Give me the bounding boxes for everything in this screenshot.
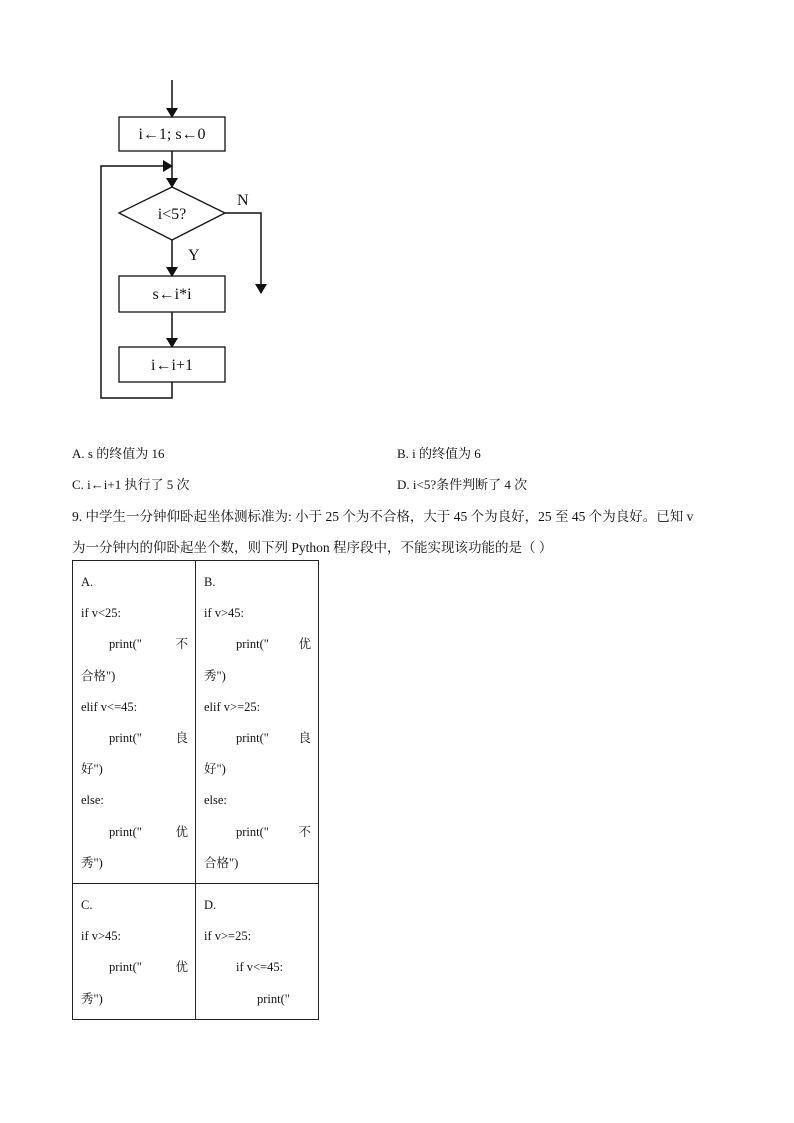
code-c-line <box>81 952 188 983</box>
code-b-print: print(" <box>236 730 269 745</box>
step2-text: i←i+1 <box>151 357 193 374</box>
code-cell-c <box>73 884 196 1020</box>
yes-label: Y <box>188 247 200 264</box>
code-a-print-arg: 不 <box>175 637 188 652</box>
code-cell-d <box>196 884 319 1020</box>
code-b-print: print(" <box>236 824 269 839</box>
code-c-line: 秀") <box>81 991 103 1006</box>
code-b-line: if v>45: <box>204 606 245 621</box>
code-c-print: print(" <box>109 960 142 975</box>
code-options-table <box>72 560 319 1020</box>
step1-text: s←i*i <box>152 286 192 303</box>
code-a-line: 好") <box>81 762 103 777</box>
option-c: C. i←i+1 执行了 5 次 <box>72 477 190 492</box>
code-a-line <box>81 817 188 848</box>
code-d-line: if v>=25: <box>204 929 252 944</box>
code-a-print-arg: 良 <box>175 730 188 745</box>
init-text: i←1; s←0 <box>138 126 206 143</box>
code-a-print: print(" <box>109 824 142 839</box>
code-b-line <box>204 629 311 660</box>
code-cell-b <box>196 561 319 884</box>
option-b: B. i 的终值为 6 <box>397 446 481 461</box>
code-c-label: C. <box>81 898 93 912</box>
code-d-line: print(" <box>257 991 290 1006</box>
code-a-line: elif v<=45: <box>81 699 138 714</box>
option-a: A. s 的终值为 16 <box>72 446 165 461</box>
code-a-line <box>81 629 188 660</box>
code-b-line: else: <box>204 793 227 808</box>
code-a-print: print(" <box>109 730 142 745</box>
code-a-print-arg: 优 <box>175 824 188 839</box>
code-a-label: A. <box>81 575 94 589</box>
code-b-print-arg: 不 <box>298 824 311 839</box>
code-a-print: print(" <box>109 637 142 652</box>
code-b-line: 秀") <box>204 668 226 683</box>
code-b-print-arg: 优 <box>298 637 311 652</box>
code-b-line: 合格") <box>204 855 239 870</box>
code-b-line: elif v>=25: <box>204 699 261 714</box>
code-b-print-arg: 良 <box>298 730 311 745</box>
code-b-line <box>204 723 311 754</box>
code-a-line: if v<25: <box>81 606 122 621</box>
code-c-line: if v>45: <box>81 929 122 944</box>
code-b-print: print(" <box>236 637 269 652</box>
condition-text: i<5? <box>157 206 187 223</box>
question-9-line2: 为一分钟内的仰卧起坐个数，则下列 Python 程序段中，不能实现该功能的是（ ） <box>72 540 553 555</box>
code-a-line: else: <box>81 793 104 808</box>
code-b-line <box>204 817 311 848</box>
code-a-line: 合格") <box>81 668 116 683</box>
code-b-line: 好") <box>204 762 226 777</box>
flowchart <box>0 0 794 420</box>
option-d: D. i<5?条件判断了 4 次 <box>397 477 528 492</box>
no-branch-arrow <box>225 213 261 293</box>
code-cell-a <box>73 561 196 884</box>
code-a-line: 秀") <box>81 855 103 870</box>
code-a-line <box>81 723 188 754</box>
code-d-label: D. <box>204 898 217 912</box>
no-label: N <box>237 192 249 209</box>
code-c-print-arg: 优 <box>175 960 188 975</box>
code-b-label: B. <box>204 575 216 589</box>
code-d-line: if v<=45: <box>236 960 284 975</box>
question-9-line1: 9. 中学生一分钟仰卧起坐体测标准为: 小于 25 个为不合格，大于 45 个为良好，25 至 45 个为良好。已知 v <box>72 509 694 524</box>
